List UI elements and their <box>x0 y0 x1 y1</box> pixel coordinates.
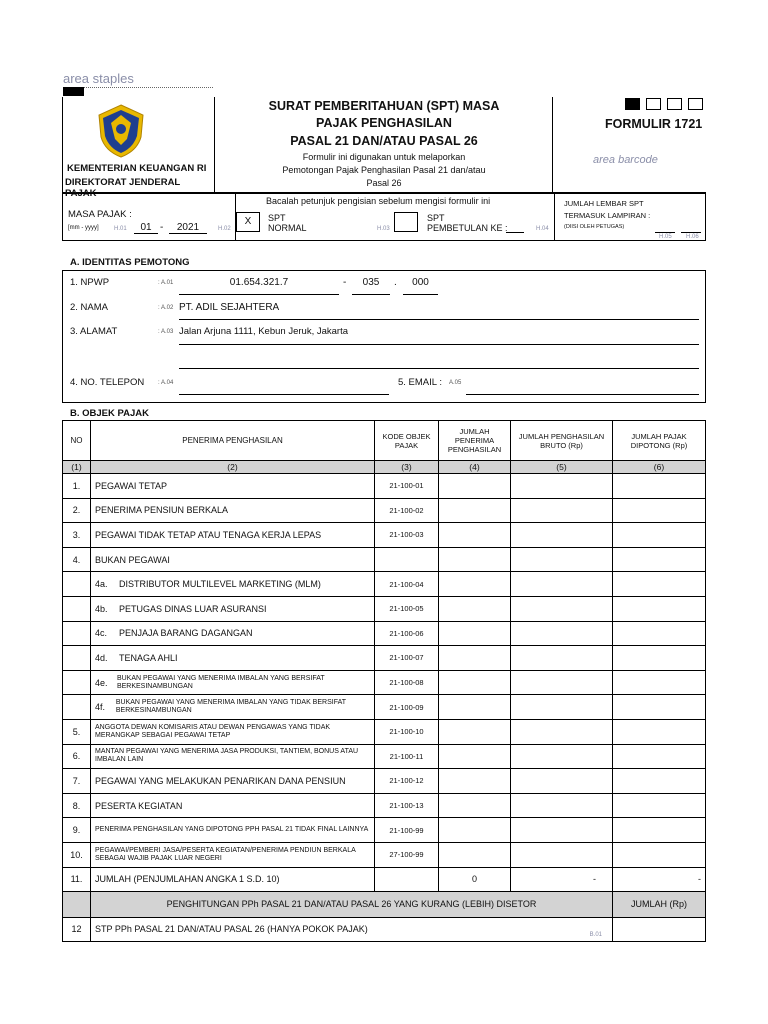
row-number: 9. <box>63 818 91 843</box>
row-label-content <box>95 748 370 764</box>
page-indicator <box>625 98 703 110</box>
row-kode: 21-100-10 <box>375 719 439 744</box>
row-number <box>63 695 91 720</box>
npwp-part-3[interactable]: 000 <box>403 277 438 295</box>
table-row <box>63 474 706 499</box>
spt-normal-label-2: NORMAL <box>268 223 307 233</box>
column-number: (5) <box>511 461 613 474</box>
row-kode: 21-100-02 <box>375 498 439 523</box>
row-label-text: MANTAN PEGAWAI YANG MENERIMA JASA PRODUKSI, TANTIEM, BONUS ATAU IMBALAN LAIN <box>95 748 359 764</box>
table-row <box>63 842 706 867</box>
spt-normal-label-1: SPT <box>268 213 286 223</box>
row12-code: B.01 <box>589 931 602 938</box>
column-number: (4) <box>439 461 511 474</box>
row-kode: 21-100-04 <box>375 572 439 597</box>
row-jumlah-penerima[interactable] <box>439 695 511 720</box>
table-row <box>63 646 706 671</box>
table-row <box>63 818 706 843</box>
row-label <box>91 474 375 499</box>
npwp-part-2[interactable]: 035 <box>352 277 390 295</box>
row-number <box>63 596 91 621</box>
page-box <box>646 98 661 110</box>
row-number <box>63 646 91 671</box>
row-kode: 21-100-12 <box>375 769 439 794</box>
code-h05: H.05 <box>659 234 672 240</box>
row-label-content <box>95 481 370 491</box>
row-label <box>91 842 375 867</box>
row-number: 2. <box>63 498 91 523</box>
normal-checkbox[interactable]: X <box>236 212 260 232</box>
row-number: 5. <box>63 719 91 744</box>
row-label-content <box>95 505 370 515</box>
masa-month[interactable]: 01 <box>134 222 158 234</box>
table-row <box>63 572 706 597</box>
petugas-note: (DIISI OLEH PETUGAS) <box>564 224 625 230</box>
row-label <box>91 523 375 548</box>
column-number: (2) <box>91 461 375 474</box>
total-kode <box>375 867 439 891</box>
row-bruto[interactable] <box>511 670 613 695</box>
nama-code: : A.02 <box>158 305 174 311</box>
row-label-content <box>95 699 370 715</box>
row-label-content <box>95 675 370 691</box>
read-note: Bacalah petunjuk pengisian sebelum mengisi formulir ini <box>266 196 491 206</box>
alamat-input[interactable]: Jalan Arjuna 1111, Kebun Jeruk, Jakarta <box>179 326 699 345</box>
row-pajak[interactable] <box>613 547 706 572</box>
row-jumlah-penerima[interactable] <box>439 596 511 621</box>
table-row <box>63 621 706 646</box>
row-label-text: BUKAN PEGAWAI <box>95 554 170 565</box>
column-number: (3) <box>375 461 439 474</box>
row-number <box>63 621 91 646</box>
row-pajak[interactable] <box>613 646 706 671</box>
total-row <box>63 867 706 891</box>
row12-amount[interactable] <box>613 917 706 941</box>
alamat-label: 3. ALAMAT <box>70 326 118 337</box>
row-label-content <box>95 653 370 663</box>
row-kode: 21-100-07 <box>375 646 439 671</box>
desc-line-1: Formulir ini digunakan untuk melaporkan <box>302 152 466 162</box>
telepon-code: : A.04 <box>158 380 174 386</box>
column-header: PENERIMA PENGHASILAN <box>91 421 375 461</box>
code-h03: H.03 <box>377 226 390 232</box>
row-bruto[interactable] <box>511 818 613 843</box>
row-bruto[interactable] <box>511 498 613 523</box>
masa-divider-2 <box>554 193 555 241</box>
row-label-text: ANGGOTA DEWAN KOMISARIS ATAU DEWAN PENGAWAS YANG TIDAK MERANGKAP SEBAGAI PEGAWAI TETAP <box>95 723 331 739</box>
column-number: (6) <box>613 461 706 474</box>
table-row <box>63 744 706 769</box>
row-pajak[interactable] <box>613 572 706 597</box>
row-kode: 21-100-99 <box>375 818 439 843</box>
row-kode: 21-100-01 <box>375 474 439 499</box>
email-code: A.05 <box>449 380 462 386</box>
row-label-text: DISTRIBUTOR MULTILEVEL MARKETING (MLM) <box>119 579 321 590</box>
total-bruto: - <box>511 867 613 891</box>
row-label <box>91 818 375 843</box>
desc-line-3: Pasal 26 <box>366 178 402 188</box>
staple-mark <box>63 87 84 96</box>
row-label-text: TENAGA AHLI <box>119 652 178 663</box>
code-h01: H.01 <box>114 226 127 232</box>
row12-label <box>91 917 613 941</box>
code-h02: H.02 <box>218 226 231 232</box>
row-kode: 21-100-08 <box>375 670 439 695</box>
table-header-row <box>63 421 706 461</box>
row-jumlah-penerima[interactable] <box>439 523 511 548</box>
row-pajak[interactable] <box>613 621 706 646</box>
row-jumlah-penerima[interactable] <box>439 670 511 695</box>
row-label-content <box>95 724 370 740</box>
row-label <box>91 498 375 523</box>
row-jumlah-penerima[interactable] <box>439 572 511 597</box>
row-kode: 21-100-13 <box>375 793 439 818</box>
row-jumlah-penerima[interactable] <box>439 818 511 843</box>
row-label-text: PETUGAS DINAS LUAR ASURANSI <box>119 603 267 614</box>
email-label: 5. EMAIL : <box>398 377 442 388</box>
masa-format: [mm - yyyy] <box>68 225 99 231</box>
barcode-area: area barcode <box>593 154 658 166</box>
table-row <box>63 498 706 523</box>
row-label-text: PEGAWAI YANG MELAKUKAN PENARIKAN DANA PENSIUN <box>95 775 346 786</box>
row-bruto[interactable] <box>511 572 613 597</box>
code-h04: H.04 <box>536 226 549 232</box>
row-kode: 27-100-99 <box>375 842 439 867</box>
djp-logo-icon <box>93 103 149 159</box>
row-bruto[interactable] <box>511 547 613 572</box>
row-jumlah-penerima[interactable] <box>439 842 511 867</box>
row-bruto[interactable] <box>511 523 613 548</box>
header-right <box>553 97 706 193</box>
row-label-content <box>95 530 370 540</box>
row-label <box>91 793 375 818</box>
email-input[interactable] <box>466 378 699 395</box>
alamat-input-line-2[interactable] <box>179 351 699 369</box>
table-row <box>63 769 706 794</box>
calc-header-row <box>63 891 706 917</box>
row-label-text: PENJAJA BARANG DAGANGAN <box>119 628 253 639</box>
calc-title: PENGHITUNGAN PPh PASAL 21 DAN/ATAU PASAL 26 YANG KURANG (LEBIH) DISETOR <box>91 891 613 917</box>
row-kode: 21-100-05 <box>375 596 439 621</box>
code-h06: H.06 <box>686 234 699 240</box>
page-box <box>667 98 682 110</box>
calc-column: JUMLAH (Rp) <box>613 891 706 917</box>
row-label-text: BUKAN PEGAWAI YANG MENERIMA IMBALAN YANG TIDAK BERSIFAT BERKESINAMBUNGAN <box>115 699 346 715</box>
masa-year[interactable]: 2021 <box>169 222 207 234</box>
row-jumlah-penerima[interactable] <box>439 474 511 499</box>
desc-line-2: Pemotongan Pajak Penghasilan Pasal 21 dan/atau <box>282 165 486 175</box>
row-label-content <box>95 801 370 811</box>
lembar-input-2[interactable] <box>681 222 701 233</box>
row-jumlah-penerima[interactable] <box>439 719 511 744</box>
row-label-content <box>95 628 370 638</box>
row-number <box>63 670 91 695</box>
table-row <box>63 547 706 572</box>
row12-label-text: STP PPh PASAL 21 DAN/ATAU PASAL 26 (HANYA POKOK PAJAK) <box>95 924 368 934</box>
row-label-content <box>95 604 370 614</box>
row-jumlah-penerima[interactable] <box>439 498 511 523</box>
npwp-sep-1: - <box>343 277 347 288</box>
row-label-text: PENERIMA PENSIUN BERKALA <box>95 505 229 516</box>
row-bruto[interactable] <box>511 744 613 769</box>
row-label <box>91 695 375 720</box>
row-jumlah-penerima[interactable] <box>439 793 511 818</box>
pembetulan-checkbox[interactable] <box>394 212 418 232</box>
row-pajak[interactable] <box>613 596 706 621</box>
row-number: 3. <box>63 523 91 548</box>
row-jumlah-penerima[interactable] <box>439 769 511 794</box>
row-pajak[interactable] <box>613 670 706 695</box>
row-label <box>91 719 375 744</box>
table-row <box>63 793 706 818</box>
alamat-code: : A.03 <box>158 329 174 335</box>
row-number <box>63 572 91 597</box>
row-label-text: PEGAWAI/PEMBERI JASA/PESERTA KEGIATAN/PENERIMA PENDIUN BERKALA SEBAGAI WAJIB PAJAK LUAR NEGERI <box>95 846 356 862</box>
row-number: 1. <box>63 474 91 499</box>
directorate-name: DIREKTORAT JENDERAL PAJAK <box>65 177 181 199</box>
row-sub-number: 4d. <box>95 652 108 663</box>
row-label-content <box>95 776 370 786</box>
row-label-content <box>95 847 370 863</box>
column-header: JUMLAH PENGHASILAN BRUTO (Rp) <box>511 421 613 461</box>
telepon-input[interactable] <box>179 378 389 395</box>
row-label <box>91 670 375 695</box>
header-left <box>62 97 215 199</box>
row-sub-number: 4e. <box>95 677 108 688</box>
masa-dash: - <box>160 222 164 233</box>
title-line-2: PAJAK PENGHASILAN <box>316 116 452 130</box>
lembar-input-1[interactable] <box>655 222 675 233</box>
table-row <box>63 695 706 720</box>
row-12 <box>63 917 706 941</box>
page-box-filled <box>625 98 640 110</box>
row-kode: 21-100-11 <box>375 744 439 769</box>
row-sub-number: 4b. <box>95 603 108 614</box>
row-kode: 21-100-06 <box>375 621 439 646</box>
row-bruto[interactable] <box>511 695 613 720</box>
row-number: 4. <box>63 547 91 572</box>
total-pajak: - <box>613 867 706 891</box>
row-jumlah-penerima[interactable] <box>439 646 511 671</box>
row-label-text: BUKAN PEGAWAI YANG MENERIMA IMBALAN YANG BERSIFAT BERKESINAMBUNGAN <box>116 674 325 690</box>
row-label-content <box>95 579 370 589</box>
row-pajak[interactable] <box>613 498 706 523</box>
row-sub-number: 4a. <box>95 579 108 590</box>
row-label <box>91 547 375 572</box>
objek-pajak-table <box>62 420 706 942</box>
row-label-content <box>95 555 370 565</box>
nama-input[interactable]: PT. ADIL SEJAHTERA <box>179 302 699 320</box>
row-bruto[interactable] <box>511 596 613 621</box>
row-pajak[interactable] <box>613 523 706 548</box>
row-number: 8. <box>63 793 91 818</box>
row-bruto[interactable] <box>511 474 613 499</box>
jumlah-lembar-2: TERMASUK LAMPIRAN : <box>564 211 651 220</box>
row-bruto[interactable] <box>511 621 613 646</box>
row-label-content <box>95 826 370 834</box>
table-row <box>63 670 706 695</box>
form-number: FORMULIR 1721 <box>605 117 703 131</box>
column-number-row <box>63 461 706 474</box>
row-label-text: PEGAWAI TETAP <box>95 480 168 491</box>
row-number: 6. <box>63 744 91 769</box>
row-label <box>91 596 375 621</box>
spt-pembetulan-label-2: PEMBETULAN KE : <box>427 223 508 233</box>
row-kode <box>375 547 439 572</box>
row-pajak[interactable] <box>613 793 706 818</box>
row-pajak[interactable] <box>613 769 706 794</box>
column-number: (1) <box>63 461 91 474</box>
pembetulan-input[interactable] <box>506 222 524 233</box>
row-bruto[interactable] <box>511 842 613 867</box>
spt-pembetulan-label-1: SPT <box>427 213 445 223</box>
table-row <box>63 596 706 621</box>
ministry-name: KEMENTERIAN KEUANGAN RI <box>67 163 207 174</box>
row-label <box>91 572 375 597</box>
row-pajak[interactable] <box>613 842 706 867</box>
nama-label: 2. NAMA <box>70 302 109 313</box>
title-line-3: PASAL 21 DAN/ATAU PASAL 26 <box>290 134 478 148</box>
row-jumlah-penerima[interactable] <box>439 621 511 646</box>
calc-blank <box>63 891 91 917</box>
column-header: NO <box>63 421 91 461</box>
table-row <box>63 523 706 548</box>
section-a-title: A. IDENTITAS PEMOTONG <box>70 257 190 268</box>
row-bruto[interactable] <box>511 793 613 818</box>
jumlah-lembar-1: JUMLAH LEMBAR SPT <box>564 199 644 208</box>
row-label-text: PENERIMA PENGHASILAN YANG DIPOTONG PPH PASAL 21 TIDAK FINAL LAINNYA <box>95 826 369 834</box>
table-row <box>63 719 706 744</box>
row-label <box>91 744 375 769</box>
npwp-part-1[interactable]: 01.654.321.7 <box>179 277 339 295</box>
row12-number: 12 <box>63 917 91 941</box>
npwp-sep-2: . <box>394 277 397 288</box>
header-center <box>215 97 553 193</box>
row-label <box>91 769 375 794</box>
row-number: 7. <box>63 769 91 794</box>
total-jumlah: 0 <box>439 867 511 891</box>
row-sub-number: 4f. <box>95 702 106 713</box>
row-label <box>91 646 375 671</box>
row-pajak[interactable] <box>613 695 706 720</box>
staples-area <box>63 70 213 88</box>
row-bruto[interactable] <box>511 719 613 744</box>
row-pajak[interactable] <box>613 818 706 843</box>
section-b-title: B. OBJEK PAJAK <box>70 408 150 419</box>
total-number: 11. <box>63 867 91 891</box>
page-box <box>688 98 703 110</box>
total-label: JUMLAH (PENJUMLAHAN ANGKA 1 S.D. 10) <box>91 867 375 891</box>
row-sub-number: 4c. <box>95 628 108 639</box>
row-pajak[interactable] <box>613 719 706 744</box>
row-kode: 21-100-03 <box>375 523 439 548</box>
npwp-label: 1. NPWP <box>70 277 110 288</box>
masa-label: MASA PAJAK : <box>68 209 132 220</box>
row-label-text: PEGAWAI TIDAK TETAP ATAU TENAGA KERJA LEPAS <box>95 529 322 540</box>
row-number: 10. <box>63 842 91 867</box>
telepon-label: 4. NO. TELEPON <box>70 377 145 388</box>
row-label <box>91 621 375 646</box>
column-header: KODE OBJEK PAJAK <box>375 421 439 461</box>
row-bruto[interactable] <box>511 646 613 671</box>
row-jumlah-penerima[interactable] <box>439 547 511 572</box>
staples-label: area staples <box>63 71 134 86</box>
row-pajak[interactable] <box>613 474 706 499</box>
column-header: JUMLAH PENERIMA PENGHASILAN <box>439 421 511 461</box>
npwp-code: : A.01 <box>158 280 174 286</box>
row-kode: 21-100-09 <box>375 695 439 720</box>
row-label-text: PESERTA KEGIATAN <box>95 800 183 811</box>
column-header: JUMLAH PAJAK DIPOTONG (Rp) <box>613 421 706 461</box>
row-jumlah-penerima[interactable] <box>439 744 511 769</box>
row-pajak[interactable] <box>613 744 706 769</box>
row-bruto[interactable] <box>511 769 613 794</box>
title-line-1: SURAT PEMBERITAHUAN (SPT) MASA <box>268 99 500 113</box>
